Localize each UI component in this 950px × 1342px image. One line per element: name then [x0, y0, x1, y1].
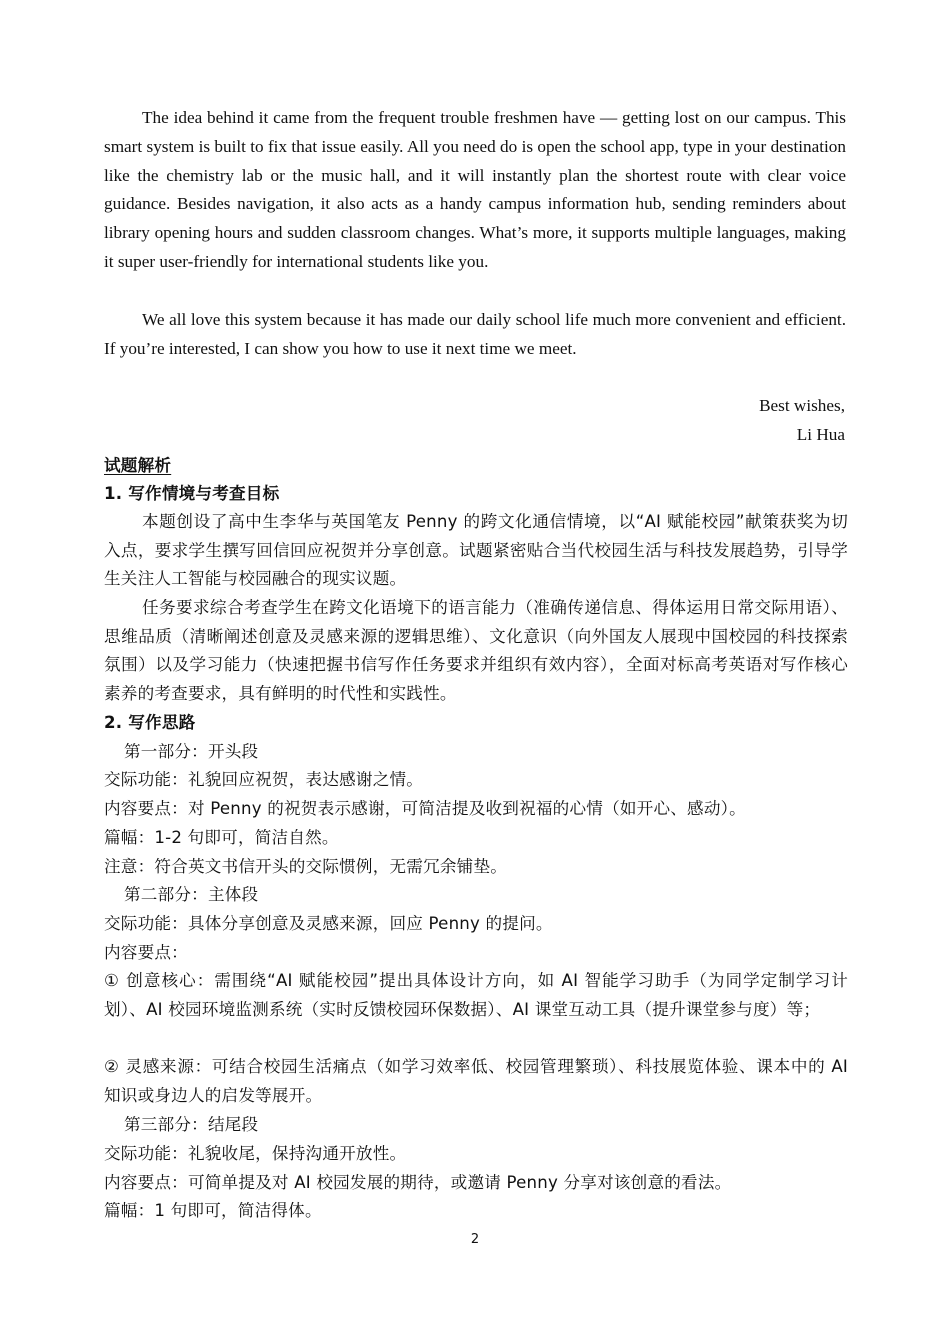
letter-signature: Li Hua [796, 425, 845, 444]
part1-length: 篇幅：1-2 句即可，简洁自然。 [104, 828, 339, 847]
part2-point-2: ② 灵感来源：可结合校园生活痛点（如学习效率低、校园管理繁琐）、科技展览体验、课本中的 AI 知识或身边人的启发等展开。 [104, 1057, 848, 1105]
section1-paragraph-2: 任务要求综合考查学生在跨文化语境下的语言能力（准确传递信息、得体运用日常交际用语）、思维品质（清晰阐述创意及灵感来源的逻辑思维）、文化意识（向外国友人展现中国校园的科技探索氛围）以及学习能力（快速把握书信写作任务要求并组织有效内容），全面对标高考英语对写作核心素养的考查要求，具有鲜明的时代性和实践性。 [104, 598, 848, 703]
part3-length: 篇幅：1 句即可，简洁得体。 [104, 1201, 322, 1220]
part3-label: 第三部分：结尾段 [124, 1115, 259, 1134]
section1-paragraph-1: 本题创设了高中生李华与英国笔友 Penny 的跨文化通信情境，以“AI 赋能校园”献策获奖为切入点，要求学生撰写回信回应祝贺并分享创意。试题紧密贴合当代校园生活与科技发展趋势，引导学生关注人工智能与校园融合的现实议题。 [104, 512, 848, 589]
part2-content-label: 内容要点： [104, 943, 188, 962]
part1-content: 内容要点：对 Penny 的祝贺表示感谢，可简洁提及收到祝福的心情（如开心、感动）。 [104, 799, 746, 818]
letter-closing: Best wishes, [759, 396, 845, 415]
part2-label: 第二部分：主体段 [124, 885, 259, 904]
part3-content: 内容要点：可简单提及对 AI 校园发展的期待，或邀请 Penny 分享对该创意的看法。 [104, 1173, 732, 1192]
part3-function: 交际功能：礼貌收尾，保持沟通开放性。 [104, 1144, 407, 1163]
section1-heading: 1. 写作情境与考查目标 [104, 484, 280, 503]
part1-function: 交际功能：礼貌回应祝贺，表达感谢之情。 [104, 770, 424, 789]
page-number: 2 [470, 1232, 480, 1247]
part2-function: 交际功能：具体分享创意及灵感来源，回应 Penny 的提问。 [104, 914, 553, 933]
letter-paragraph-1: The idea behind it came from the frequent trouble freshmen have — getting lost on our campus. This smart system is built to fix that issue easily. All you need do is open the school app, type in your destination like the chemistry lab or the music hall, and it will instantly plan the shortest route with clear voice guidance. Besides navigation, it also acts as a handy campus information hub, sending reminders about library opening hours and sudden classroom changes. What’s more, it supports multiple languages, making it super user-friendly for international students like you. [104, 108, 846, 271]
part1-label: 第一部分：开头段 [124, 742, 259, 761]
part2-point-1: ① 创意核心：需围绕“AI 赋能校园”提出具体设计方向，如 AI 智能学习助手（为同学定制学习计划）、AI 校园环境监测系统（实时反馈校园环保数据）、AI 课堂互动工具（提升课堂参与度）等； [104, 971, 848, 1019]
analysis-title [104, 452, 848, 481]
analysis-title-text: 试题解析 [104, 456, 172, 475]
part1-note: 注意：符合英文书信开头的交际惯例，无需冗余铺垫。 [104, 857, 508, 876]
letter-paragraph-2: We all love this system because it has made our daily school life much more convenient and efficient. If you’re interested, I can show you how to use it next time we meet. [104, 310, 846, 358]
section2-heading: 2. 写作思路 [104, 713, 196, 732]
